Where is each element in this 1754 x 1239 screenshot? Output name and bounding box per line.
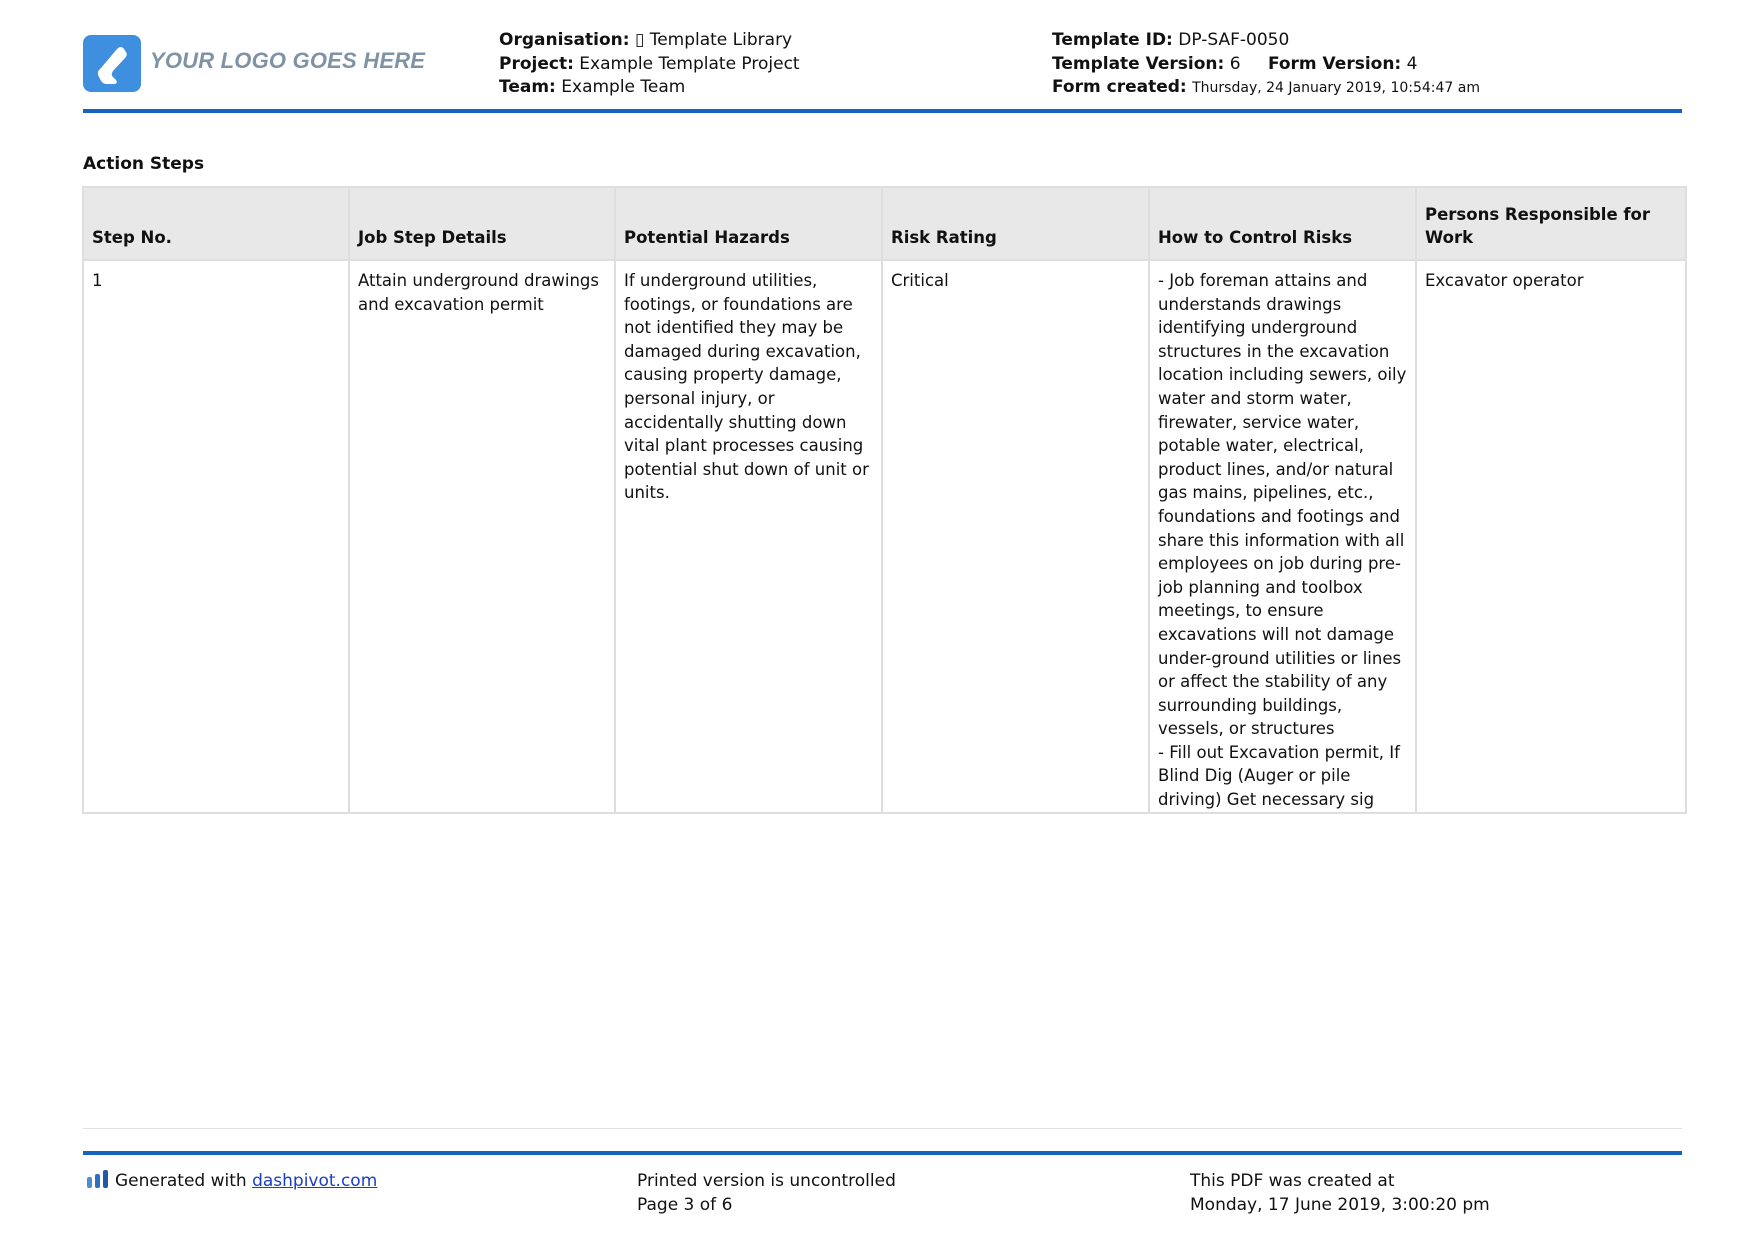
bar-chart-icon — [87, 1170, 109, 1196]
version-line — [1052, 53, 1480, 77]
organisation-label: Organisation: — [499, 30, 630, 50]
print-info — [637, 1170, 896, 1217]
team-label: Team: — [499, 77, 556, 97]
header-potential-hazards: Potential Hazards — [615, 187, 882, 260]
pdf-created-label: This PDF was created at — [1190, 1171, 1395, 1191]
project-value: Example Template Project — [579, 53, 800, 74]
template-id-value: DP-SAF-0050 — [1178, 30, 1290, 50]
project-label: Project: — [499, 53, 574, 74]
logo-mark-icon — [83, 35, 141, 92]
form-version-label: Form Version: — [1267, 53, 1402, 74]
project-line — [499, 53, 800, 77]
header-persons-responsible: Persons Responsible for Work — [1416, 187, 1686, 260]
form-created-value: Thursday, 24 January 2019, 10:54:47 am — [1192, 80, 1480, 96]
template-version-value: 6 — [1229, 53, 1241, 74]
cell-hazards: If underground utilities, footings, or foundations are not identified they may be damaged during excavation, causing property damage, personal injury, or accidentally shutting down vital plant processes causing potential shut down of unit or units. — [615, 260, 882, 813]
header-job-step-details: Job Step Details — [349, 187, 615, 260]
page-info: Page 3 of 6 — [637, 1194, 733, 1215]
table-header-row — [83, 187, 1686, 260]
team-line — [499, 76, 800, 100]
action-steps-table — [82, 186, 1687, 814]
header-meta-left — [499, 29, 800, 100]
pdf-created-info — [1190, 1170, 1490, 1217]
footer-thin-divider — [83, 1128, 1682, 1129]
cell-risk-rating: Critical — [882, 260, 1149, 813]
form-created-line — [1052, 76, 1480, 101]
header-meta-right — [1052, 29, 1480, 101]
cell-responsible: Excavator operator — [1416, 260, 1686, 813]
organisation-value: ▯ Template Library — [634, 30, 793, 50]
pdf-created-value: Monday, 17 June 2019, 3:00:20 pm — [1190, 1194, 1490, 1215]
generated-prefix: Generated with — [115, 1171, 247, 1191]
form-version-value: 4 — [1406, 53, 1418, 74]
team-value: Example Team — [561, 77, 686, 97]
dashpivot-link[interactable]: dashpivot.com — [252, 1171, 378, 1191]
organisation-line — [499, 29, 800, 53]
header-how-to-control-risks: How to Control Risks — [1149, 187, 1416, 260]
cell-controls: - Job foreman attains and understands drawings identifying underground structures in the excavation location including sewers, oily water and storm water, firewater, service water, potable water, electrical, product lines, and/or natural gas mains, pipelines, etc., foundations and footings and share this information with all employees on job during pre-job planning and toolbox meetings, to ensure excavations will not damage under-ground utilities or lines or affect the stability of any surrounding buildings, vessels, or structures - Fill out Excavation permit, If Blind Dig (Auger or pile driving) Get necessary sig — [1149, 260, 1416, 813]
table-row — [83, 260, 1686, 813]
header-divider — [83, 109, 1682, 113]
template-id-line — [1052, 29, 1480, 53]
logo-text: YOUR LOGO GOES HERE — [150, 48, 426, 73]
footer-divider — [83, 1151, 1682, 1155]
cell-step-no: 1 — [83, 260, 349, 813]
printed-notice: Printed version is uncontrolled — [637, 1171, 896, 1191]
header-step-no: Step No. — [83, 187, 349, 260]
generated-with — [87, 1170, 377, 1196]
section-title: Action Steps — [83, 154, 205, 174]
template-id-label: Template ID: — [1052, 30, 1173, 50]
cell-job-step: Attain underground drawings and excavation permit — [349, 260, 615, 813]
form-created-label: Form created: — [1052, 77, 1187, 97]
header-risk-rating: Risk Rating — [882, 187, 1149, 260]
template-version-label: Template Version: — [1052, 53, 1225, 74]
